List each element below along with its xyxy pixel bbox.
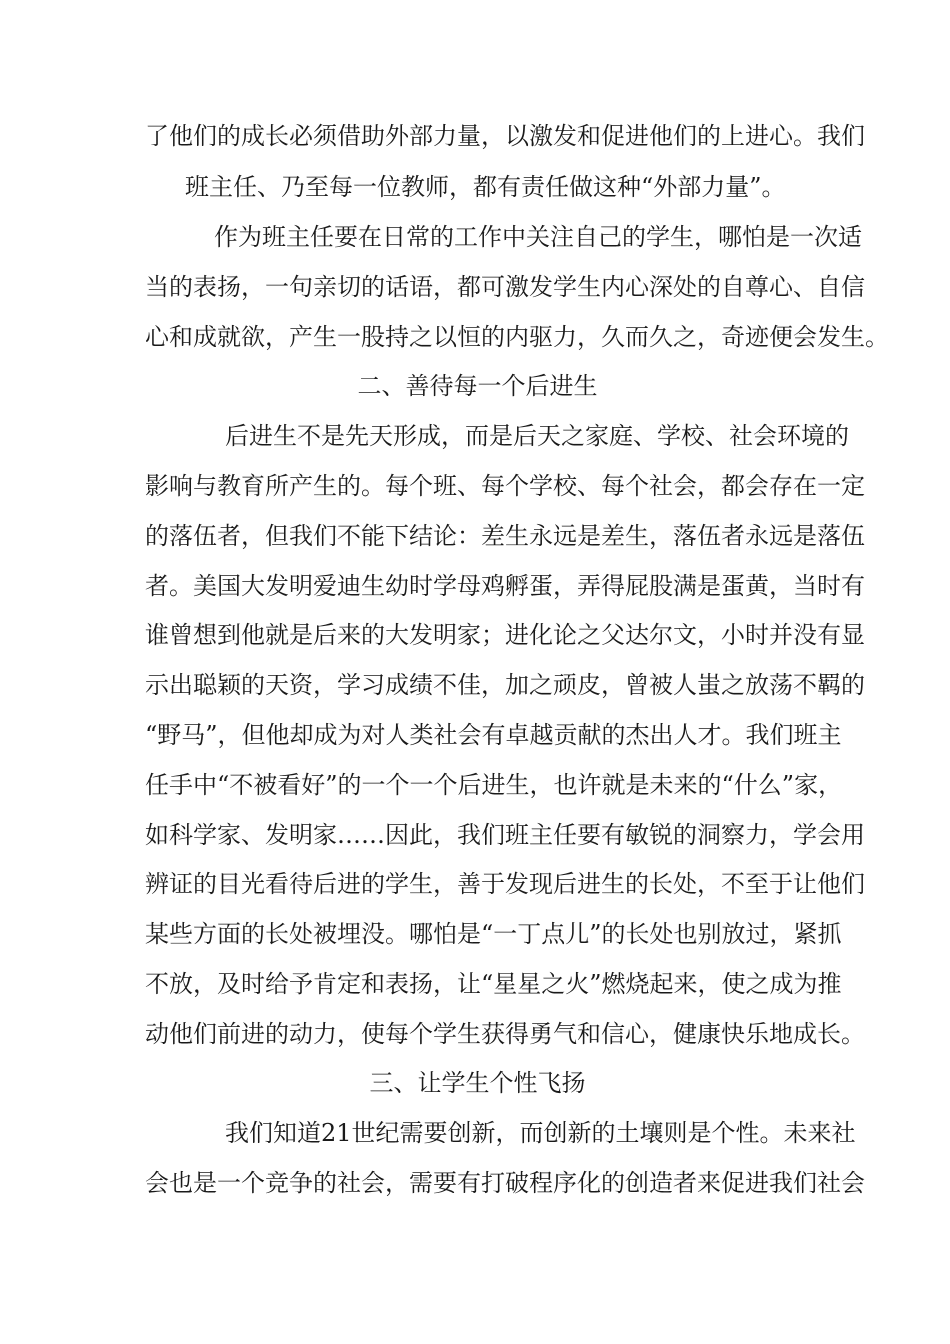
paragraph-line: 班主任、乃至每一位教师，都有责任做这种“外部力量”。 [185,173,786,201]
paragraph-line: 如科学家、发明家……因此，我们班主任要有敏锐的洞察力，学会用 [145,821,865,849]
paragraph-line: 者。美国大发明爱迪生幼时学母鸡孵蛋，弄得屁股满是蛋黄，当时有 [145,572,865,600]
paragraph-line: “野马”，但他却成为对人类社会有卓越贡献的杰出人才。我们班主 [145,721,842,749]
paragraph-line: 任手中“不被看好”的一个一个后进生，也许就是未来的“什么”家， [145,771,843,799]
paragraph-line: 作为班主任要在日常的工作中关注自己的学生，哪怕是一次适 [214,223,862,251]
paragraph-line: 某些方面的长处被埋没。哪怕是“一丁点儿”的长处也别放过，紧抓 [145,920,842,948]
paragraph-line: 后进生不是先天形成，而是后天之家庭、学校、社会环境的 [225,422,849,450]
paragraph-line: 会也是一个竞争的社会，需要有打破程序化的创造者来促进我们社会 [145,1169,865,1197]
paragraph-line: 不放，及时给予肯定和表扬，让“星星之火”燃烧起来，使之成为推 [145,970,842,998]
paragraph-line: 辨证的目光看待后进的学生，善于发现后进生的长处，不至于让他们 [145,870,865,898]
paragraph-line: 谁曾想到他就是后来的大发明家；进化论之父达尔文，小时并没有显 [145,621,865,649]
section-heading: 三、让学生个性飞扬 [369,1069,586,1097]
paragraph-line: 的落伍者，但我们不能下结论：差生永远是差生，落伍者永远是落伍 [145,522,865,550]
section-heading: 二、善待每一个后进生 [357,372,598,400]
paragraph-line: 心和成就欲，产生一股持之以恒的内驱力，久而久之，奇迹便会发生。 [145,323,889,351]
paragraph-line: 影响与教育所产生的。每个班、每个学校、每个社会，都会存在一定 [145,472,865,500]
paragraph-line: 动他们前进的动力，使每个学生获得勇气和信心，健康快乐地成长。 [145,1020,865,1048]
paragraph-line: 了他们的成长必须借助外部力量，以激发和促进他们的上进心。我们 [145,122,865,150]
paragraph-line: 我们知道21世纪需要创新，而创新的土壤则是个性。未来社 [225,1119,856,1147]
paragraph-line: 示出聪颖的天资，学习成绩不佳，加之顽皮，曾被人蚩之放荡不羁的 [145,671,865,699]
paragraph-line: 当的表扬，一句亲切的话语，都可激发学生内心深处的自尊心、自信 [145,273,865,301]
